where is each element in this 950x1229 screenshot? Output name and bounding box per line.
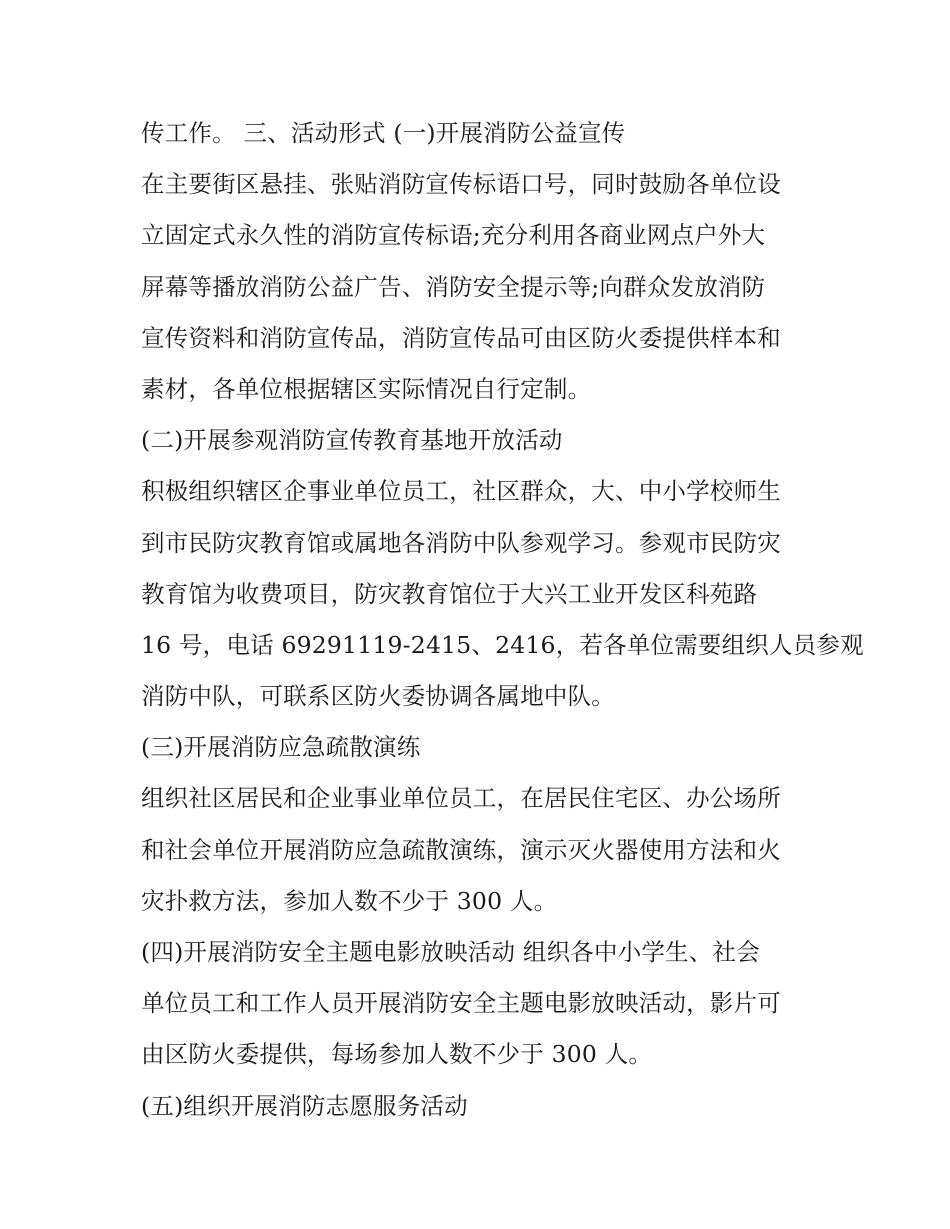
section-heading: (二)开展参观消防宣传教育基地开放活动 — [141, 426, 563, 455]
section-heading: (五)组织开展消防志愿服务活动 — [141, 1091, 468, 1120]
text-line: 屏幕等播放消防公益广告、消防安全提示等;向群众发放消防 — [141, 272, 766, 301]
text-line: 传工作。 三、活动形式 (一)开展消防公益宣传 — [141, 119, 626, 147]
text-line: 组织社区居民和企业事业单位员工，在居民住宅区、办公场所 — [141, 784, 781, 813]
text-line: 到市民防灾教育馆或属地各消防中队参观学习。参观市民防灾 — [141, 528, 781, 557]
section-heading: (三)开展消防应急疏散演练 — [141, 733, 421, 762]
section-heading: (四)开展消防安全主题电影放映活动 组织各中小学生、社会 — [141, 938, 760, 966]
text-line: 宣传资料和消防宣传品，消防宣传品可由区防火委提供样本和 — [141, 323, 781, 352]
text-line: 由区防火委提供，每场参加人数不少于 300 人。 — [141, 1040, 653, 1069]
text-line: 消防中队，可联系区防火委协调各属地中队。 — [141, 682, 615, 711]
text-line: 16 号，电话 69291119-2415、2416，若各单位需要组织人员参观 — [141, 630, 864, 659]
text-line: 素材，各单位根据辖区实际情况自行定制。 — [141, 374, 592, 403]
text-line: 灾扑救方法，参加人数不少于 300 人。 — [141, 886, 558, 915]
text-line: 和社会单位开展消防应急疏散演练，演示灭火器使用方法和火 — [141, 835, 781, 864]
text-line: 教育馆为收费项目，防灾教育馆位于大兴工业开发区科苑路 — [141, 579, 758, 608]
text-line: 单位员工和工作人员开展消防安全主题电影放映活动，影片可 — [141, 989, 781, 1018]
text-line: 立固定式永久性的消防宣传标语;充分利用各商业网点户外大 — [141, 221, 766, 250]
text-line: 在主要街区悬挂、张贴消防宣传标语口号，同时鼓励各单位设 — [141, 170, 781, 199]
document-body — [141, 108, 864, 1132]
text-line: 积极组织辖区企事业单位员工，社区群众，大、中小学校师生 — [141, 477, 781, 506]
